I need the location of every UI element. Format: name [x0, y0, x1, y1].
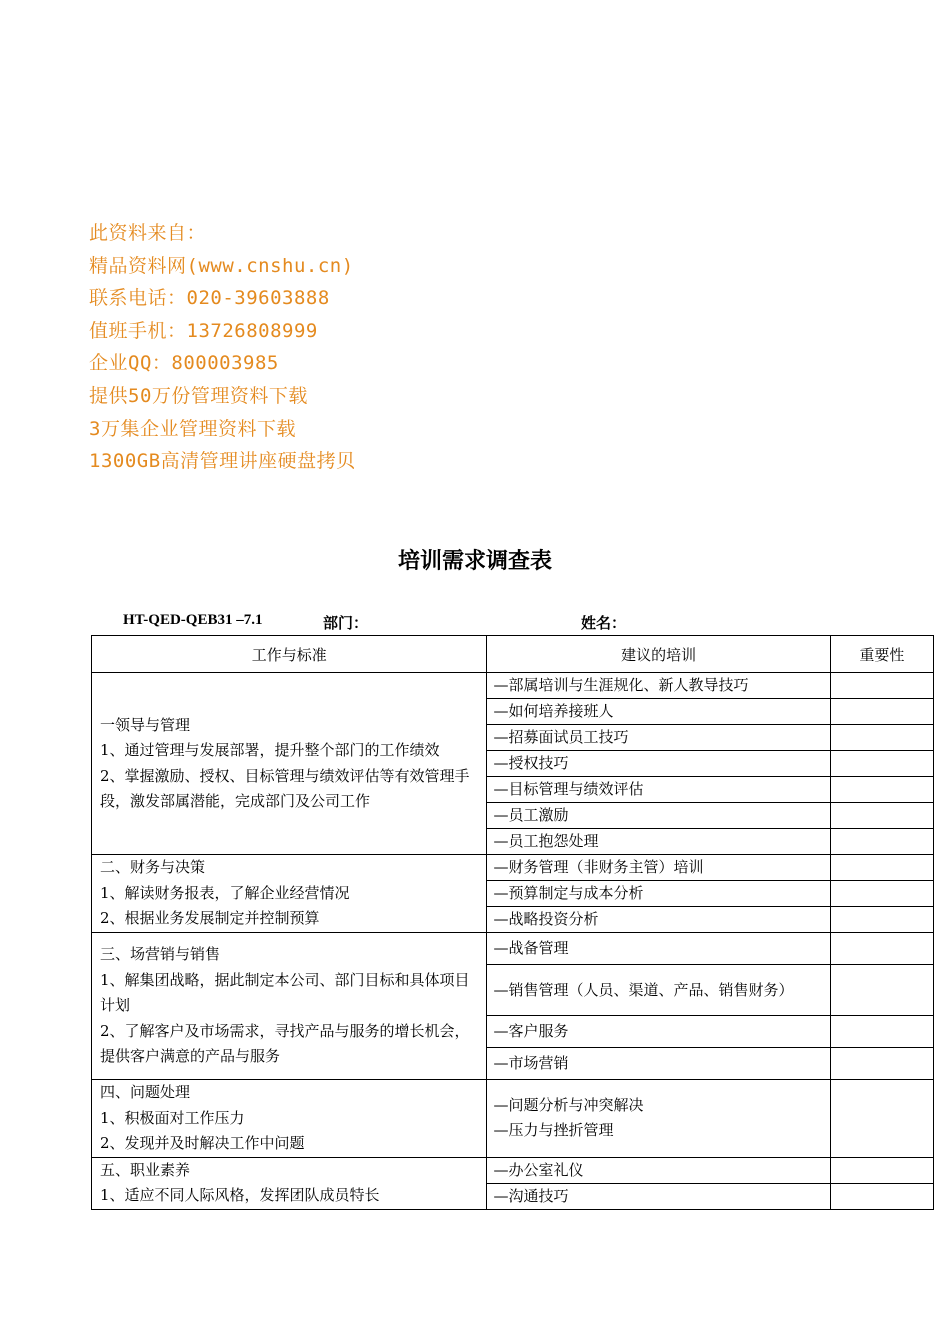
header-importance: 重要性 [830, 636, 933, 673]
importance-cell[interactable] [830, 1016, 933, 1048]
source-phone-line: 联系电话：020-39603888 [89, 287, 330, 310]
category-cell [92, 933, 487, 1080]
source-offer-line: 提供50万份管理资料下载 [89, 384, 308, 407]
importance-cell[interactable] [830, 855, 933, 881]
department-label: 部门： [323, 616, 369, 632]
training-item: —预算制定与成本分析 [487, 881, 830, 907]
importance-cell[interactable] [830, 751, 933, 777]
category-item: 1、解集团战略，据此制定本公司、部门目标和具体项目计划 [100, 970, 470, 1015]
category-cell [92, 1080, 487, 1158]
training-item: —员工抱怨处理 [487, 829, 830, 855]
importance-cell[interactable] [830, 777, 933, 803]
importance-cell[interactable] [830, 1183, 933, 1209]
source-mobile-line: 值班手机：13726808999 [89, 319, 318, 342]
training-survey-table [91, 635, 934, 1210]
source-website-line: 精品资料网(www.cnshu.cn) [89, 254, 354, 277]
header-work-standard: 工作与标准 [92, 636, 487, 673]
table-header-row [92, 636, 934, 673]
importance-cell[interactable] [830, 1080, 933, 1158]
category-item: 1、积极面对工作压力 [100, 1108, 245, 1127]
training-item: —招募面试员工技巧 [487, 725, 830, 751]
category-cell [92, 1157, 487, 1209]
category-title: 五、职业素养 [100, 1160, 191, 1179]
importance-cell[interactable] [830, 803, 933, 829]
importance-cell[interactable] [830, 673, 933, 699]
category-item: 2、掌握激励、授权、目标管理与绩效评估等有效管理手段，激发部属潜能，完成部门及公司工作 [100, 766, 470, 810]
source-info-block [89, 217, 509, 478]
importance-cell[interactable] [830, 881, 933, 907]
table-row [92, 1080, 934, 1158]
importance-cell[interactable] [830, 829, 933, 855]
source-offer-line: 3万集企业管理资料下载 [89, 417, 296, 440]
training-item: —如何培养接班人 [487, 699, 830, 725]
training-item: —压力与挫折管理 [493, 1121, 614, 1140]
table-row [92, 855, 934, 881]
form-code: HT-QED-QEB31 –7.1 [123, 612, 263, 628]
table-row [92, 673, 934, 699]
training-item-group [487, 1080, 830, 1158]
training-item: —办公室礼仪 [487, 1157, 830, 1183]
category-title: 一领导与管理 [100, 715, 191, 734]
importance-cell[interactable] [830, 965, 933, 1016]
training-item: —财务管理（非财务主管）培训 [487, 855, 830, 881]
category-item: 2、了解客户及市场需求，寻找产品与服务的增长机会，提供客户满意的产品与服务 [100, 1021, 470, 1066]
training-item: —部属培训与生涯规化、新人教导技巧 [487, 673, 830, 699]
training-item: —战备管理 [487, 933, 830, 965]
source-qq-line: 企业QQ：800003985 [89, 352, 279, 375]
category-item: 1、解读财务报表，了解企业经营情况 [100, 883, 350, 902]
importance-cell[interactable] [830, 933, 933, 965]
category-title: 二、财务与决策 [100, 858, 206, 877]
document-title: 培训需求调查表 [397, 549, 552, 574]
importance-cell[interactable] [830, 1157, 933, 1183]
importance-cell[interactable] [830, 699, 933, 725]
table-row [92, 933, 934, 965]
category-item: 1、通过管理与发展部署，提升整个部门的工作绩效 [100, 741, 440, 759]
training-item: —目标管理与绩效评估 [487, 777, 830, 803]
category-item: 1、适应不同人际风格，发挥团队成员特长 [100, 1186, 380, 1204]
training-item: —沟通技巧 [487, 1183, 830, 1209]
training-item: —授权技巧 [487, 751, 830, 777]
training-item: —问题分析与冲突解决 [493, 1096, 644, 1115]
category-cell [92, 673, 487, 855]
training-item: —员工激励 [487, 803, 830, 829]
table-row [92, 1157, 934, 1183]
category-item: 2、发现并及时解决工作中问题 [100, 1134, 305, 1152]
category-title: 四、问题处理 [100, 1083, 191, 1101]
training-item: —市场营销 [487, 1048, 830, 1080]
importance-cell[interactable] [830, 907, 933, 933]
training-item: —战略投资分析 [487, 907, 830, 933]
header-suggested-training: 建议的培训 [487, 636, 830, 673]
importance-cell[interactable] [830, 725, 933, 751]
category-cell [92, 855, 487, 933]
category-title: 三、场营销与销售 [100, 945, 221, 964]
training-item: —客户服务 [487, 1016, 830, 1048]
importance-cell[interactable] [830, 1048, 933, 1080]
source-info-line: 此资料来自： [89, 222, 207, 244]
training-item: —销售管理（人员、渠道、产品、销售财务） [487, 965, 830, 1016]
category-item: 2、根据业务发展制定并控制预算 [100, 909, 320, 928]
source-offer-line: 1300GB高清管理讲座硬盘拷贝 [89, 450, 356, 473]
name-label: 姓名： [581, 616, 627, 632]
